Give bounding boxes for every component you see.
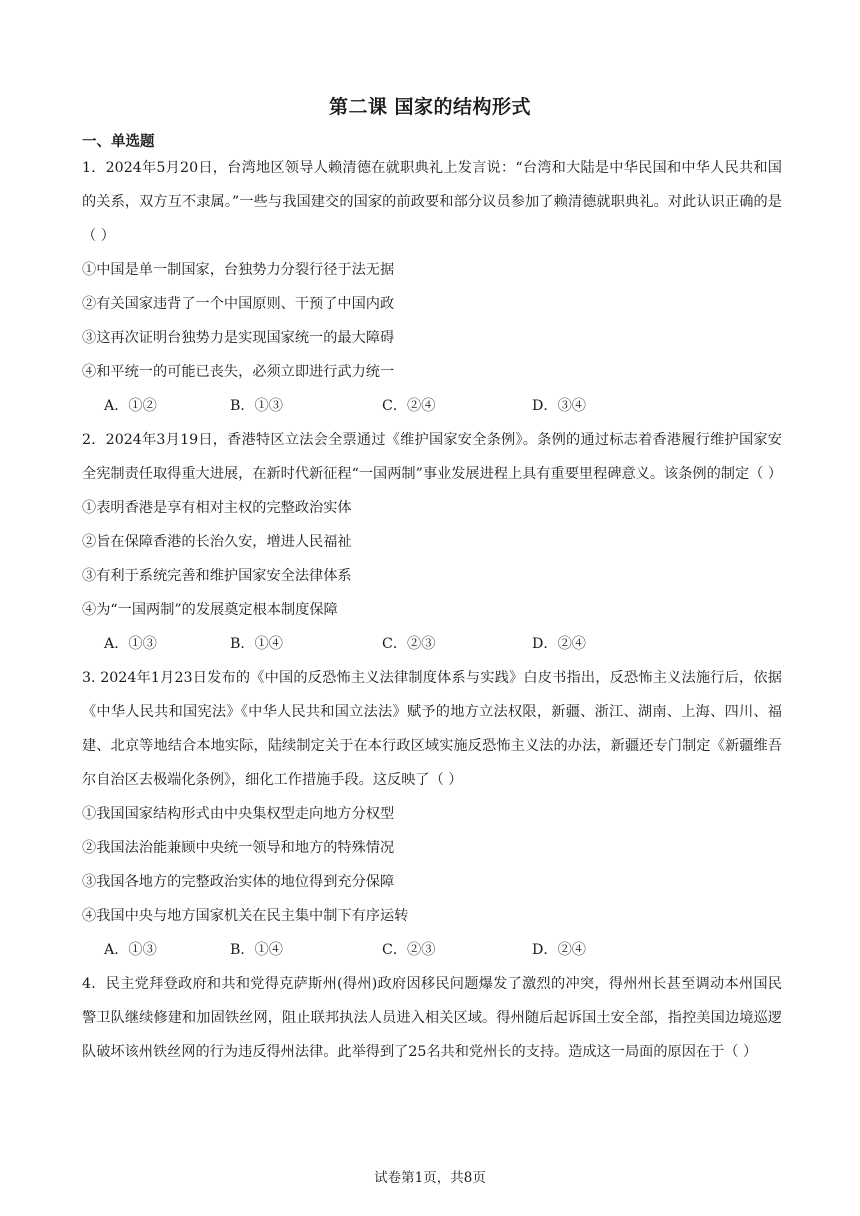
- choice-c: C．②③: [382, 942, 436, 958]
- question-text: 1．2024年5月20日，台湾地区领导人赖清德在就职典礼上发言说：“台湾和大陆是中华民国和中华人民共和国的关系，双方互不隶属。”一些与我国建交的国家的前政要和部分议员参加了赖清德就职典礼。对此认识正确的是（ ）: [82, 160, 782, 244]
- choice-d: D．②④: [532, 636, 586, 652]
- section-heading: 一、单选题: [82, 134, 155, 150]
- question-text: 2．2024年3月19日，香港特区立法会全票通过《维护国家安全条例》。条例的通过标志着香港履行维护国家安全宪制责任取得重大进展，在新时代新征程“一国两制”事业发展进程上具有重要里程碑意义。该条例的制定（ ）: [82, 432, 783, 482]
- question-2: [82, 423, 782, 661]
- question-text: 3. 2024年1月23日发布的《中国的反恐怖主义法律制度体系与实践》白皮书指出，反恐怖主义法施行后，依据《中华人民共和国宪法》《中华人民共和国立法法》赋予的地方立法权限，新疆、浙江、湖南、上海、四川、福建、北京等地结合本地实际，陆续制定关于在本行政区域实施反恐怖主义法的办法，新疆还专门制定《新疆维吾尔自治区去极端化条例》，细化工作措施手段。这反映了（ ）: [82, 670, 782, 788]
- statement-option: ③我国各地方的完整政治实体的地位得到充分保障: [82, 874, 395, 890]
- answer-choices: [82, 933, 782, 967]
- question-1: [82, 151, 782, 423]
- answer-choices: [82, 389, 782, 423]
- choice-c: C．②③: [382, 636, 436, 652]
- page-footer: 试卷第1页，共8页: [374, 1170, 486, 1186]
- question-3: [82, 661, 782, 967]
- statement-option: ②旨在保障香港的长治久安，增进人民福祉: [82, 534, 352, 550]
- choice-a: A．①②: [104, 398, 157, 414]
- page-title: 第二课 国家的结构形式: [328, 96, 532, 118]
- choice-d: D．②④: [532, 942, 586, 958]
- question-text: 4．民主党拜登政府和共和党得克萨斯州(得州)政府因移民问题爆发了激烈的冲突，得州州长甚至调动本州国民警卫队继续修建和加固铁丝网，阻止联邦执法人员进入相关区域。得州随后起诉国土安全部，指控美国边境巡逻队破坏该州铁丝网的行为违反得州法律。此举得到了25名共和党州长的支持。造成这一局面的原因在于（ ）: [82, 976, 782, 1060]
- statement-option: ④我国中央与地方国家机关在民主集中制下有序运转: [82, 908, 409, 924]
- choice-b: B．①④: [230, 636, 283, 652]
- statement-option: ①我国国家结构形式由中央集权型走向地方分权型: [82, 806, 395, 822]
- answer-choices: [82, 627, 782, 661]
- statement-option: ②有关国家违背了一个中国原则、干预了中国内政: [82, 296, 395, 312]
- choice-c: C．②④: [382, 398, 436, 414]
- statement-option: ④和平统一的可能已丧失，必须立即进行武力统一: [82, 364, 395, 380]
- statement-option: ①表明香港是享有相对主权的完整政治实体: [82, 500, 352, 516]
- choice-b: B．①④: [230, 942, 283, 958]
- statement-option: ③有利于系统完善和维护国家安全法律体系: [82, 568, 352, 584]
- statement-option: ①中国是单一制国家，台独势力分裂行径于法无据: [82, 262, 395, 278]
- question-list: [82, 151, 782, 1069]
- choice-d: D．③④: [532, 398, 586, 414]
- choice-a: A．①③: [104, 942, 157, 958]
- statement-option: ③这再次证明台独势力是实现国家统一的最大障碍: [82, 330, 395, 346]
- choice-b: B．①③: [230, 398, 283, 414]
- statement-option: ②我国法治能兼顾中央统一领导和地方的特殊情况: [82, 840, 395, 856]
- question-4: [82, 967, 782, 1069]
- statement-option: ④为“一国两制”的发展奠定根本制度保障: [82, 602, 338, 618]
- choice-a: A．①③: [104, 636, 157, 652]
